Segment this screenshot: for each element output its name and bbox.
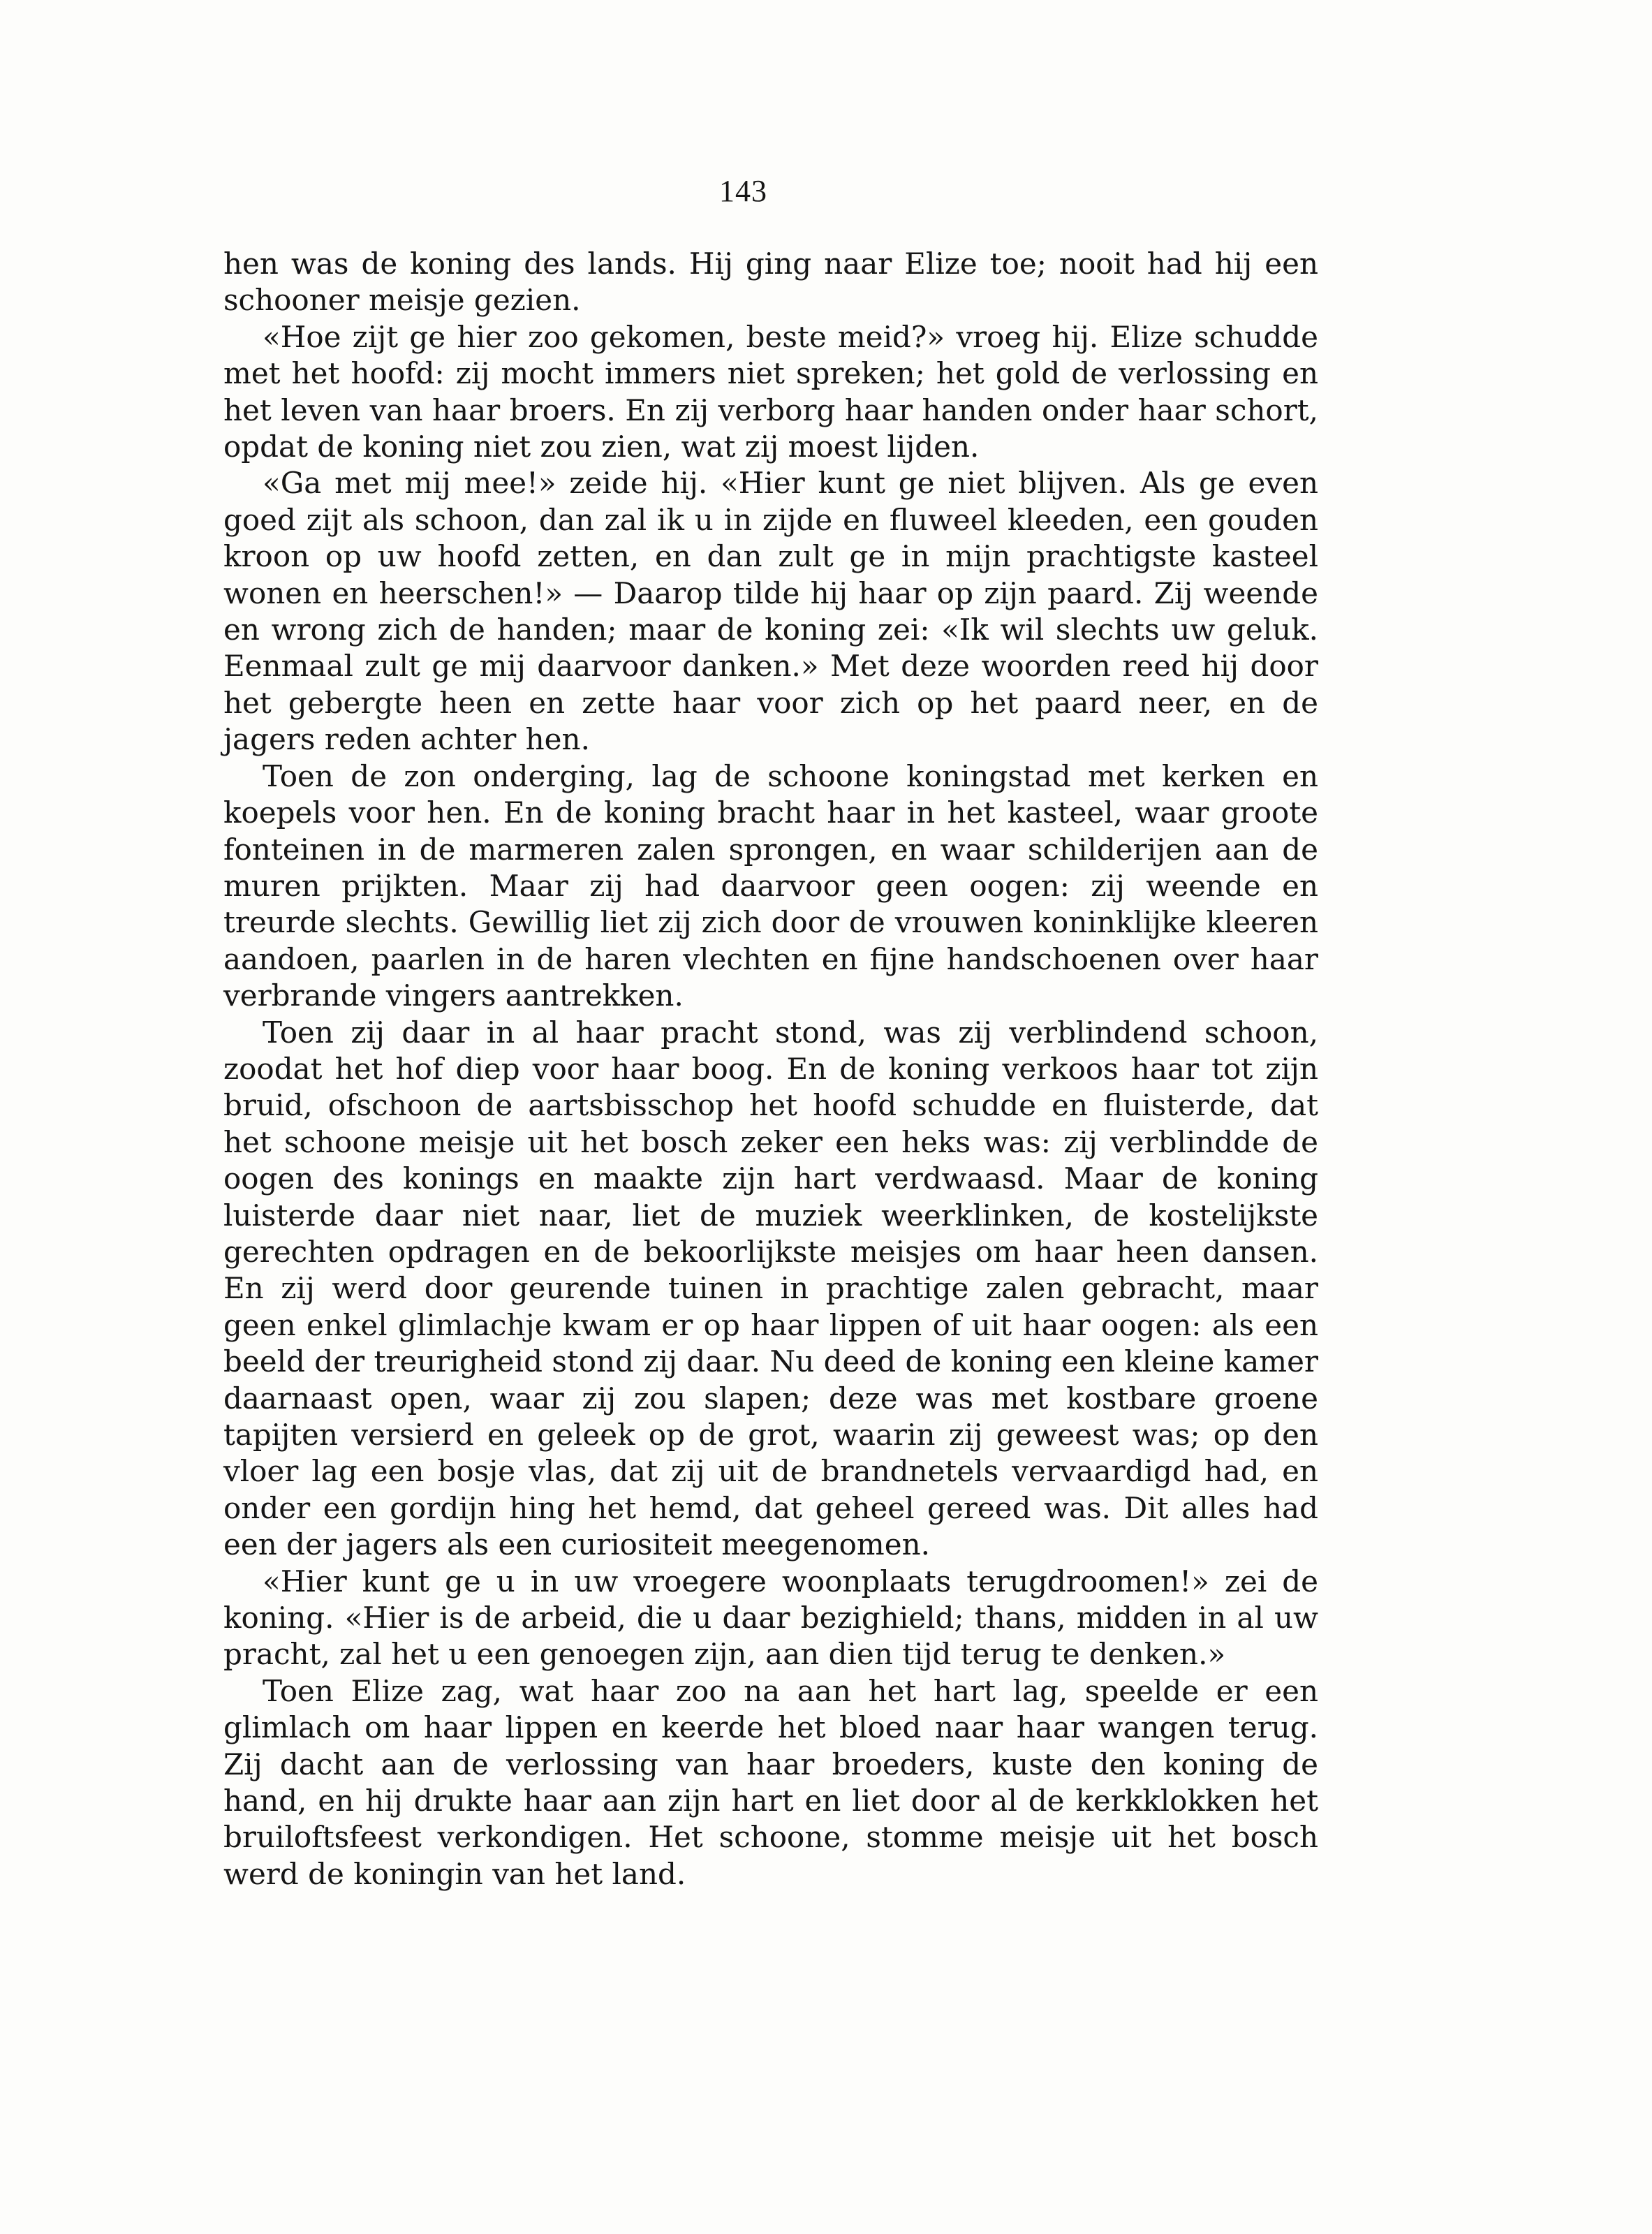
page-number: 143	[719, 174, 767, 208]
body-text	[223, 246, 1318, 1893]
paragraph-5: Toen zij daar in al haar pracht stond, was zij verblindend schoon, zoodat het hof diep voor haar boog. En de koning verkoos haar tot zijn bruid, ofschoon de aartsbisschop het hoofd schudde en fluisterde, dat het schoone meisje uit het bosch zeker een heks was: zij verblindde de oogen des konings en maakte zijn hart verdwaasd. Maar de koning luisterde daar niet naar, liet de muziek weerklinken, de kostelijkste gerechten opdragen en de bekoorlijkste meisjes om haar heen dansen. En zij werd door geurende tuinen in prachtige zalen gebracht, maar geen enkel glimlachje kwam er op haar lippen of uit haar oogen: als een beeld der treurigheid stond zij daar. Nu deed de koning een kleine kamer daarnaast open, waar zij zou slapen; deze was met kostbare groene tapijten versierd en geleek op de grot, waarin zij geweest was; op den vloer lag een bosje vlas, dat zij uit de brandnetels vervaardigd had, en onder een gordijn hing het hemd, dat geheel gereed was. Dit alles had een der jagers als een curiositeit meegenomen.	[223, 1015, 1318, 1562]
paragraph-2: «Hoe zijt ge hier zoo gekomen, beste meid?» vroeg hij. Elize schudde met het hoofd: zij mocht immers niet spreken; het gold de verlossing en het leven van haar broers. En zij verborg haar handen onder haar schort, opdat de koning niet zou zien, wat zij moest lijden.	[223, 319, 1318, 464]
paragraph-1: hen was de koning des lands. Hij ging naar Elize toe; nooit had hij een schooner meisje gezien.	[223, 247, 1318, 318]
paragraph-3: «Ga met mij mee!» zeide hij. «Hier kunt ge niet blijven. Als ge even goed zijt als schoon, dan zal ik u in zijde en fluweel kleeden, een gouden kroon op uw hoofd zetten, en dan zult ge in mijn prachtigste kasteel wonen en heerschen!» — Daarop tilde hij haar op zijn paard. Zij weende en wrong zich de handen; maar de koning zei: «Ik wil slechts uw geluk. Eenmaal zult ge mij daarvoor danken.» Met deze woorden reed hij door het gebergte heen en zette haar voor zich op het paard neer, en de jagers reden achter hen.	[223, 466, 1318, 757]
paragraph-6: «Hier kunt ge u in uw vroegere woonplaats terugdroomen!» zei de koning. «Hier is de arbeid, die u daar bezighield; thans, midden in al uw pracht, zal het u een genoegen zijn, aan dien tijd terug te denken.»	[223, 1564, 1318, 1672]
paragraph-7: Toen Elize zag, wat haar zoo na aan het hart lag, speelde er een glimlach om haar lippen en keerde het bloed naar haar wangen terug. Zij dacht aan de verlossing van haar broeders, kuste den koning de hand, en hij drukte haar aan zijn hart en liet door al de kerkklokken het bruiloftsfeest verkondigen. Het schoone, stomme meisje uit het bosch werd de koningin van het land.	[223, 1673, 1318, 1891]
paragraph-4: Toen de zon onderging, lag de schoone koningstad met kerken en koepels voor hen. En de koning bracht haar in het kasteel, waar groote fonteinen in de marmeren zalen sprongen, en waar schilderijen aan de muren prijkten. Maar zij had daarvoor geen oogen: zij weende en treurde slechts. Gewillig liet zij zich door de vrouwen koninklijke kleeren aandoen, paarlen in de haren vlechten en fijne handschoenen over haar verbrande vingers aantrekken.	[223, 758, 1318, 1013]
